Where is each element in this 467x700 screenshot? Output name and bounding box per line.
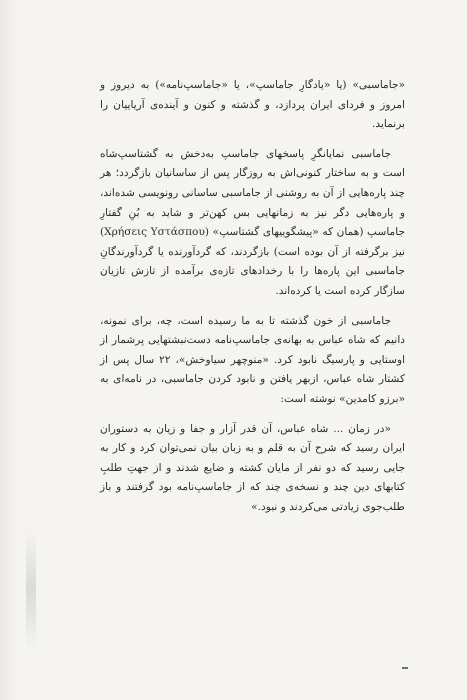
page-body-text (100, 76, 405, 517)
paragraph-jamaspi-structure: جاماسبی نمایانگرِ پاسخهای جاماسپ به‌دخش به گشتاسپ‌شاه است و به ساختار کنونی‌اش به روزگار پس از ساسانیان بازگردد؛ هر چند پاره‌هایی از آن به روشنی از جاماسبی ساسانی رونویسی شده‌اند، و پاره‌هایی دگر نیز به زمانهایی بس کهن‌تر و شاید به بُنِ گفتارِ جاماسپ (همان که «پیشگوییهای گشتاسپ» (Χρήσεις Υστάσπου) نیز برگرفته از آن بوده است) بازگردند، که گردآورنده یا گردآورندگانِ جاماسبی این پاره‌ها را با رخدادهای تازه‌ی برآمده از تازش تازیان سازگار کرده است یا کرده‌اند. (100, 147, 405, 297)
quoted-letter: «در زمان ... شاه عباس، آن قدر آزار و جفا و زیان به دستوران ایران رسید که شرح آن به قلم و به زبان بیان نمی‌توان کرد و کار به جایی رسید که دو نفر از مایان کشته و ضایع شدند و از جهتِ طلبِ کتابهای دین چند و نسخه‌ی چند که از جاماسپ‌نامه بود گرفتند و باز طلب‌جوی زیادتی می‌کردند و نبود.» (100, 422, 405, 513)
page-edge-stain (26, 530, 36, 650)
paragraph-intro: «جاماسبی» (یا «یادگارِ جاماسپ»، یا «جاماسپ‌نامه») به دیروز و امروز و فردای ایران پردازد، و گذشته و کنون و آینده‌ی آریاییان را برنماید. (100, 79, 405, 131)
paragraph-jamaspi-history: جاماسبی از خون گذشته تا به ما رسیده است، چه، برای نمونه، دانیم که شاه عباس به بهانه‌ی جاماسپ‌نامه دست‌نبشتهایی پرشمار از اوستایی و پارسیگ نابود کرد. «منوچهر سیاوخش»، ۲۲ سال پس از کشتار شاه عباس، ازبهر یافتن و نابود کردن جاماسبی، در نامه‌ای به «برزو کامدین» نوشته است: (100, 314, 406, 405)
page-number-mark (402, 667, 408, 669)
